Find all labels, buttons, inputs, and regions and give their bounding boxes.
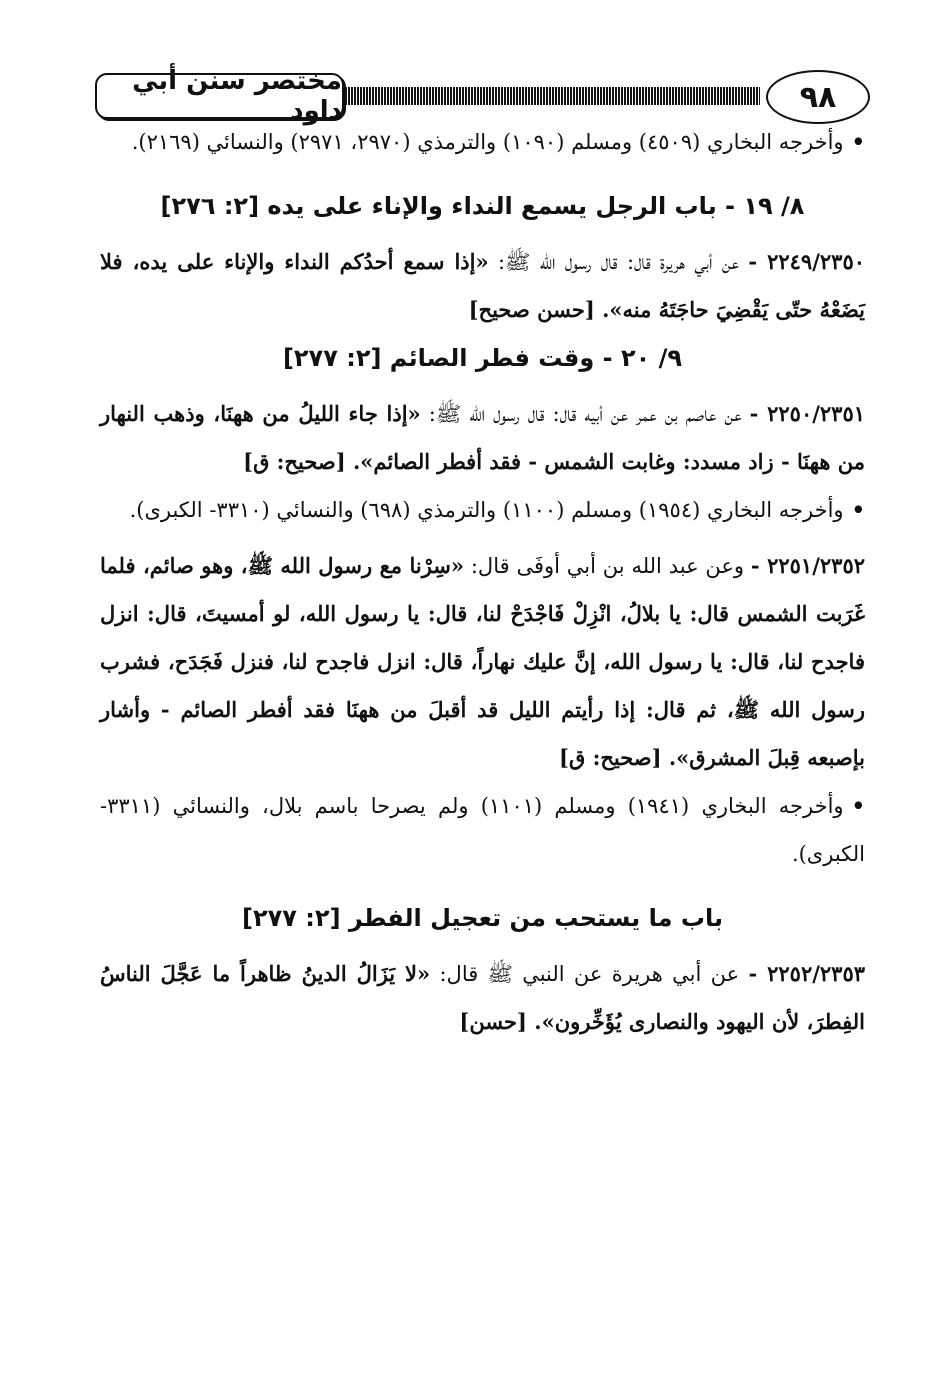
- hadith-number: ٢٢٤٩/٢٣٥٠ -: [748, 249, 865, 274]
- book-title: مختصر سنن أبي داود: [95, 73, 344, 119]
- footnote-takhrij: [100, 782, 865, 878]
- hadith-matn: «لا يَزَالُ الدينُ ظاهراً ما عَجَّلَ الناسُ الفِطرَ، لأن اليهود والنصارى يُؤَخِّرون». [حسن]: [100, 961, 865, 1034]
- hadith-number: ٢٢٥١/٢٣٥٢ -: [750, 553, 865, 578]
- note-text: وأخرجه البخاري (٤٥٠٩) ومسلم (١٠٩٠) والترمذي (٢٩٧٠، ٢٩٧١) والنسائي (٢١٦٩).: [131, 130, 844, 154]
- hadith-entry: [100, 390, 865, 486]
- footnote-takhrij: [100, 486, 865, 534]
- note-text: وأخرجه البخاري (١٩٤١) ومسلم (١١٠١) ولم يصرحا باسم بلال، والنسائي (٣٣١١- الكبرى).: [100, 794, 865, 866]
- bullet-icon: •: [851, 129, 865, 154]
- bullet-icon: •: [851, 497, 865, 522]
- hadith-entry: [100, 238, 865, 334]
- page-number: ٩٨: [766, 70, 870, 124]
- hadith-isnad: عن أبي هريرة قال: قال رسول الله ﷺ:: [497, 250, 739, 274]
- hadith-isnad: وعن عبد الله بن أبي أوفَى قال:: [470, 554, 745, 578]
- bullet-icon: •: [851, 793, 865, 818]
- hadith-number: ٢٢٥٢/٢٣٥٣ -: [748, 961, 866, 986]
- hadith-entry: [100, 950, 865, 1046]
- hadith-number: ٢٢٥٠/٢٣٥١ -: [749, 401, 866, 426]
- note-text: وأخرجه البخاري (١٩٥٤) ومسلم (١١٠٠) والترمذي (٦٩٨) والنسائي (٣٣١٠- الكبرى).: [129, 498, 844, 522]
- hadith-matn: «سِرْنا مع رسول الله ﷺ، وهو صائم، فلما غَرَبت الشمس قال: يا بلالُ، انْزِلْ فَاجْدَحْ لنا، قال: يا رسول الله، لو أمسيتَ، قال: انزل فاجدح لنا، قال: يا رسول الله، إنَّ عليك نهاراً، قال: انزل فاجدح لنا، فنزل فَجَدَح، فشرب رسول الله ﷺ، ثم قال: إذا رأيتم الليل قد أقبلَ من ههنَا فقد أفطر الصائم - وأشار بإصبعه قِبلَ المشرق». [صحيح: ق]: [100, 553, 865, 770]
- hadith-isnad: عن عاصم بن عمر عن أبيه قال: قال رسول الله ﷺ:: [428, 402, 742, 426]
- chapter-heading: ٩/ ٢٠ - وقت فطر الصائم [٢: ٢٧٧]: [282, 344, 683, 372]
- chapter-heading: ٨/ ١٩ - باب الرجل يسمع النداء والإناء على يده [٢: ٢٧٦]: [160, 192, 805, 220]
- hadith-matn: «إذا سمع أحدُكم النداء والإناء على يده، فلا يَضَعْهُ حتّى يَقْضِيَ حاجَتَهُ منه». [حسن صحيح]: [100, 249, 865, 322]
- chapter-heading: باب ما يستحب من تعجيل الفطر [٢: ٢٧٧]: [242, 904, 723, 932]
- hadith-matn: «إذا جاء الليلُ من ههنَا، وذهب النهار من ههنَا - زاد مسدد: وغابت الشمس - فقد أفطر الصائم». [صحيح: ق]: [100, 401, 865, 474]
- footnote-takhrij: [100, 118, 865, 166]
- running-header: [90, 66, 870, 126]
- hadith-isnad: عن أبي هريرة عن النبي ﷺ قال:: [439, 962, 740, 986]
- header-rule: [315, 87, 760, 105]
- page-body: [100, 118, 865, 1046]
- hadith-entry: [100, 542, 865, 782]
